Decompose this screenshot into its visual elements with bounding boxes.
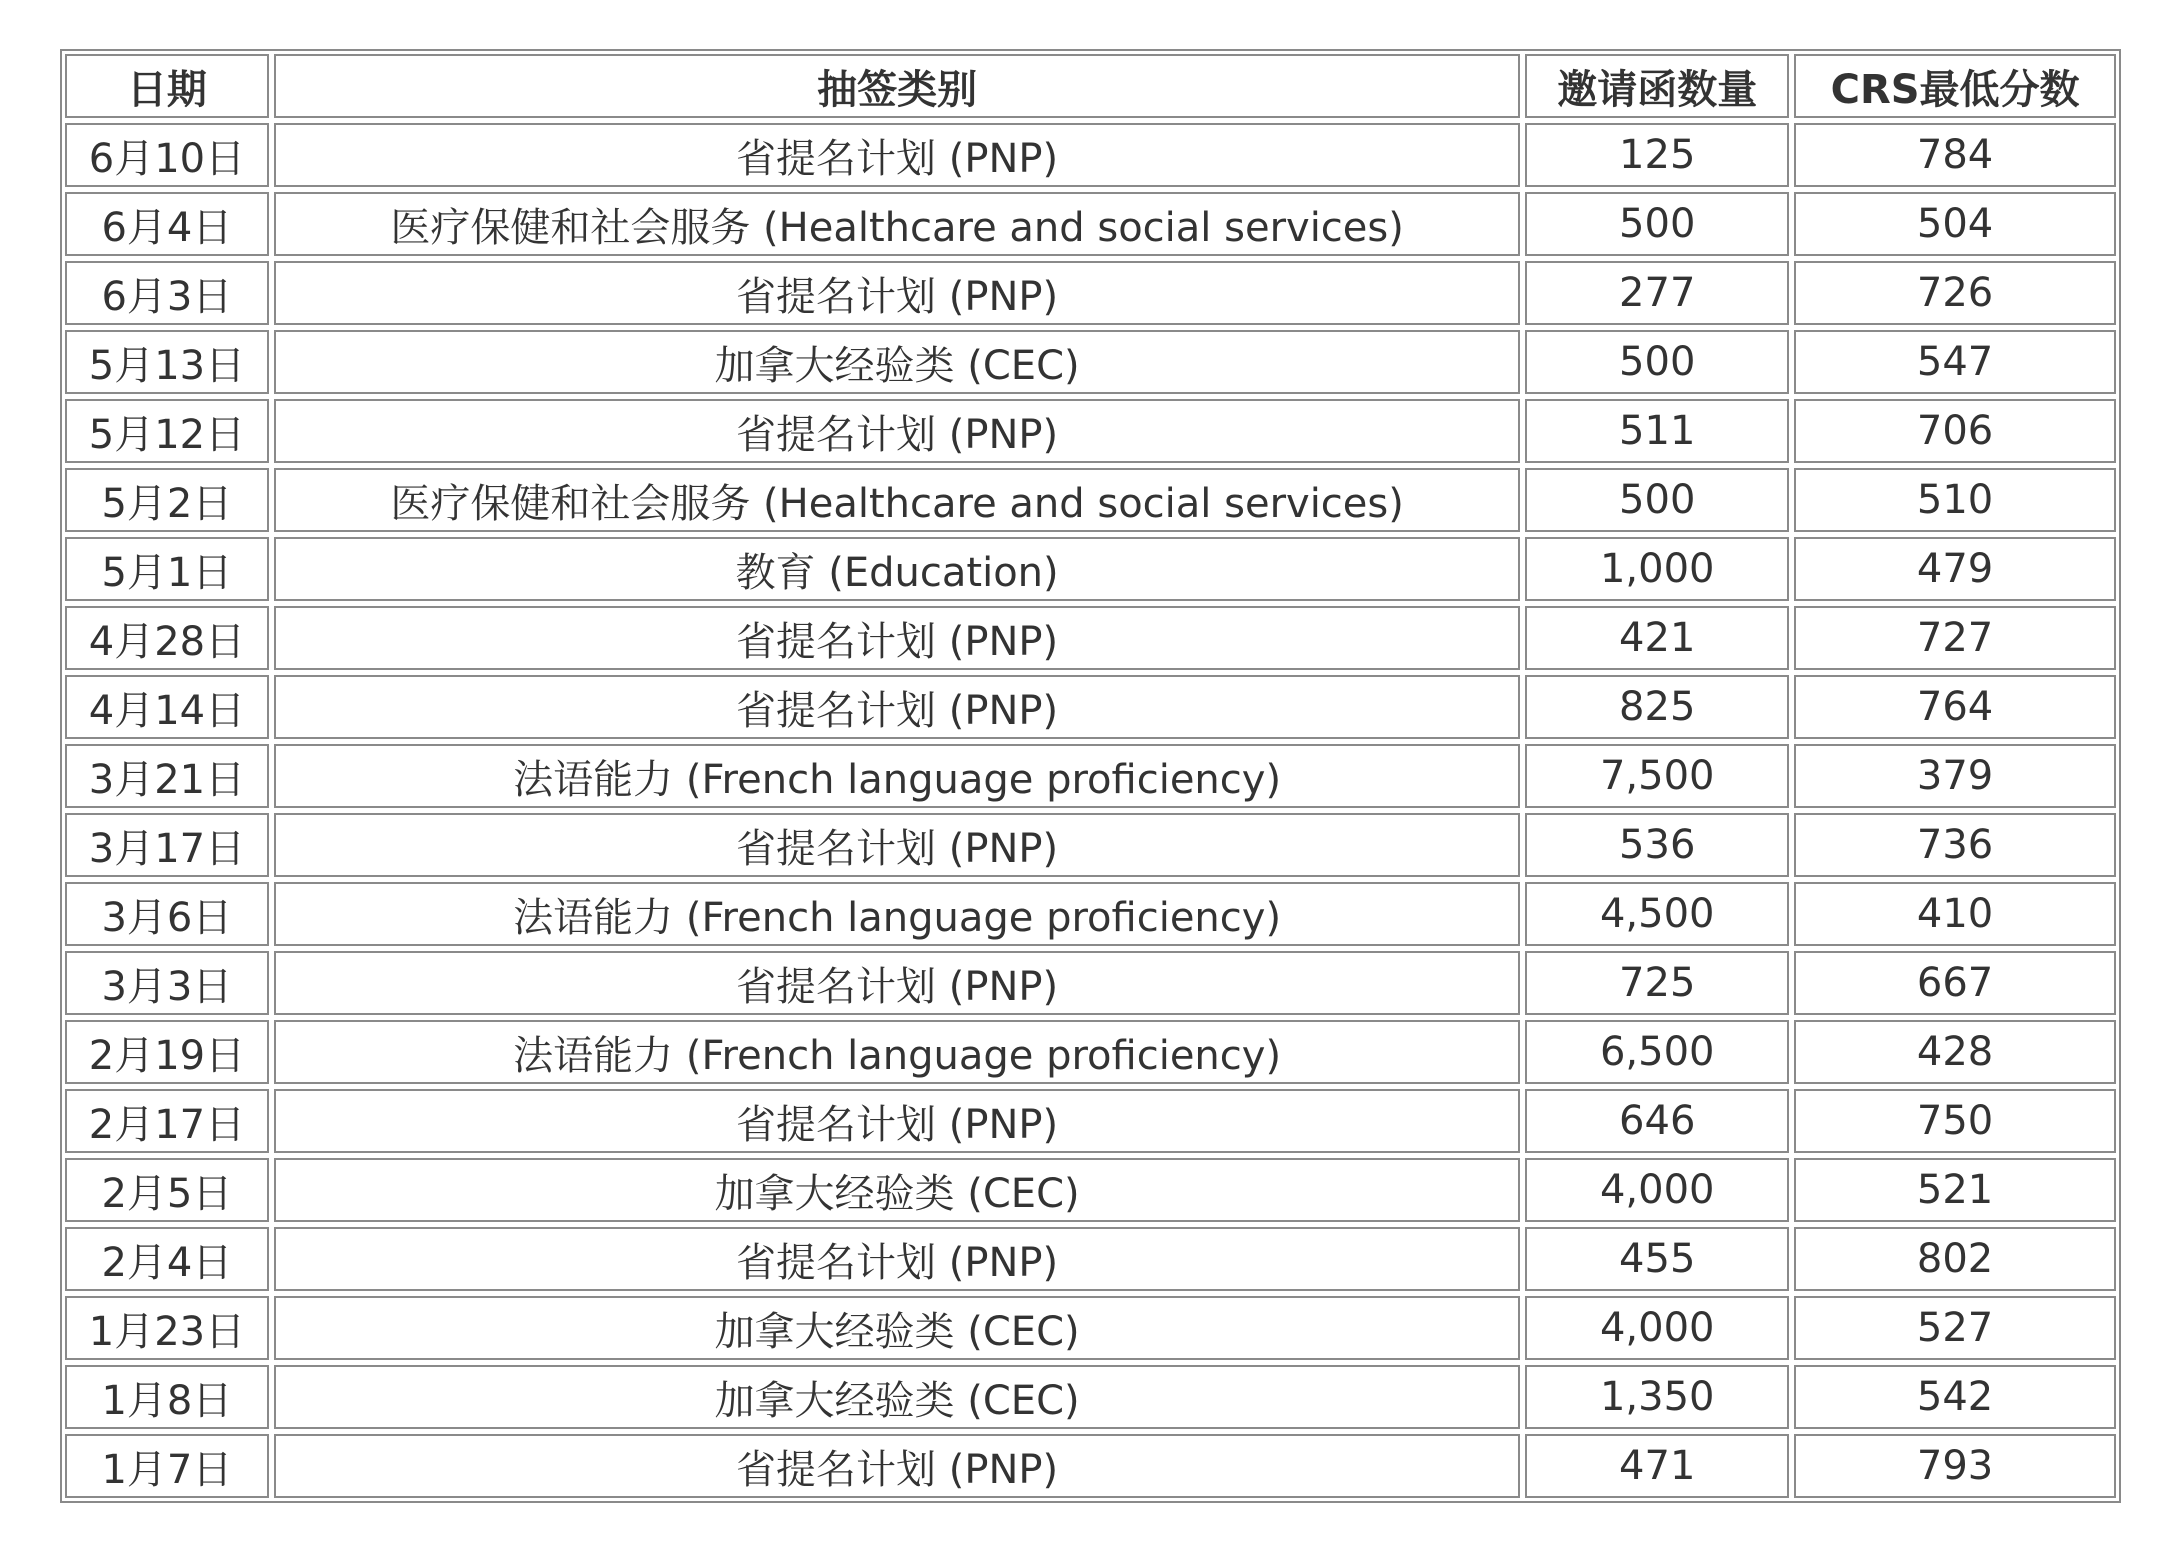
cell-crs-min: 750 (1794, 1089, 2116, 1153)
cell-crs-min: 784 (1794, 123, 2116, 187)
cell-date: 3月21日 (65, 744, 269, 808)
cell-date: 5月13日 (65, 330, 269, 394)
table-row (65, 606, 2116, 670)
cell-category: 省提名计划 (PNP) (274, 1434, 1520, 1498)
table-row (65, 1158, 2116, 1222)
cell-category: 省提名计划 (PNP) (274, 606, 1520, 670)
cell-invitations: 7,500 (1525, 744, 1789, 808)
cell-crs-min: 726 (1794, 261, 2116, 325)
table-row (65, 1227, 2116, 1291)
cell-date: 5月12日 (65, 399, 269, 463)
cell-crs-min: 428 (1794, 1020, 2116, 1084)
cell-crs-min: 547 (1794, 330, 2116, 394)
cell-invitations: 125 (1525, 123, 1789, 187)
cell-date: 4月14日 (65, 675, 269, 739)
cell-category: 加拿大经验类 (CEC) (274, 1158, 1520, 1222)
table-row (65, 1089, 2116, 1153)
cell-invitations: 6,500 (1525, 1020, 1789, 1084)
cell-date: 2月17日 (65, 1089, 269, 1153)
draws-table-container (60, 49, 2121, 1503)
cell-invitations: 421 (1525, 606, 1789, 670)
cell-date: 5月1日 (65, 537, 269, 601)
cell-invitations: 277 (1525, 261, 1789, 325)
cell-category: 省提名计划 (PNP) (274, 261, 1520, 325)
cell-date: 1月8日 (65, 1365, 269, 1429)
table-row (65, 1020, 2116, 1084)
cell-crs-min: 667 (1794, 951, 2116, 1015)
cell-date: 6月3日 (65, 261, 269, 325)
cell-date: 5月2日 (65, 468, 269, 532)
cell-crs-min: 793 (1794, 1434, 2116, 1498)
cell-crs-min: 764 (1794, 675, 2116, 739)
cell-invitations: 825 (1525, 675, 1789, 739)
cell-category: 医疗保健和社会服务 (Healthcare and social services) (274, 192, 1520, 256)
table-row (65, 468, 2116, 532)
cell-date: 3月17日 (65, 813, 269, 877)
cell-crs-min: 504 (1794, 192, 2116, 256)
table-row (65, 882, 2116, 946)
cell-invitations: 471 (1525, 1434, 1789, 1498)
table-row (65, 744, 2116, 808)
cell-category: 省提名计划 (PNP) (274, 399, 1520, 463)
cell-category: 法语能力 (French language proficiency) (274, 1020, 1520, 1084)
header-invitations: 邀请函数量 (1525, 54, 1789, 118)
header-date: 日期 (65, 54, 269, 118)
cell-category: 加拿大经验类 (CEC) (274, 1296, 1520, 1360)
table-row (65, 261, 2116, 325)
cell-invitations: 500 (1525, 330, 1789, 394)
cell-crs-min: 379 (1794, 744, 2116, 808)
cell-invitations: 455 (1525, 1227, 1789, 1291)
cell-crs-min: 510 (1794, 468, 2116, 532)
cell-crs-min: 479 (1794, 537, 2116, 601)
header-crs-min: CRS最低分数 (1794, 54, 2116, 118)
cell-invitations: 536 (1525, 813, 1789, 877)
cell-category: 省提名计划 (PNP) (274, 1089, 1520, 1153)
cell-date: 6月4日 (65, 192, 269, 256)
cell-crs-min: 727 (1794, 606, 2116, 670)
cell-category: 法语能力 (French language proficiency) (274, 882, 1520, 946)
cell-invitations: 500 (1525, 192, 1789, 256)
table-row (65, 951, 2116, 1015)
cell-invitations: 1,350 (1525, 1365, 1789, 1429)
cell-category: 加拿大经验类 (CEC) (274, 330, 1520, 394)
table-row (65, 537, 2116, 601)
cell-invitations: 1,000 (1525, 537, 1789, 601)
table-body (65, 123, 2116, 1498)
table-row (65, 192, 2116, 256)
cell-crs-min: 802 (1794, 1227, 2116, 1291)
cell-date: 1月23日 (65, 1296, 269, 1360)
cell-date: 4月28日 (65, 606, 269, 670)
cell-category: 省提名计划 (PNP) (274, 1227, 1520, 1291)
cell-invitations: 4,500 (1525, 882, 1789, 946)
cell-crs-min: 521 (1794, 1158, 2116, 1222)
table-header-row (65, 54, 2116, 118)
cell-crs-min: 542 (1794, 1365, 2116, 1429)
cell-crs-min: 706 (1794, 399, 2116, 463)
table-row (65, 399, 2116, 463)
header-category: 抽签类别 (274, 54, 1520, 118)
cell-invitations: 4,000 (1525, 1296, 1789, 1360)
cell-category: 法语能力 (French language proficiency) (274, 744, 1520, 808)
cell-crs-min: 410 (1794, 882, 2116, 946)
cell-invitations: 511 (1525, 399, 1789, 463)
cell-invitations: 646 (1525, 1089, 1789, 1153)
table-row (65, 123, 2116, 187)
cell-crs-min: 736 (1794, 813, 2116, 877)
table-row (65, 330, 2116, 394)
table-row (65, 813, 2116, 877)
cell-category: 省提名计划 (PNP) (274, 813, 1520, 877)
cell-category: 省提名计划 (PNP) (274, 123, 1520, 187)
draws-table (60, 49, 2121, 1503)
cell-category: 省提名计划 (PNP) (274, 675, 1520, 739)
table-row (65, 675, 2116, 739)
cell-category: 加拿大经验类 (CEC) (274, 1365, 1520, 1429)
cell-date: 3月3日 (65, 951, 269, 1015)
cell-date: 6月10日 (65, 123, 269, 187)
cell-invitations: 4,000 (1525, 1158, 1789, 1222)
table-row (65, 1296, 2116, 1360)
table-row (65, 1434, 2116, 1498)
cell-date: 1月7日 (65, 1434, 269, 1498)
cell-date: 2月5日 (65, 1158, 269, 1222)
cell-invitations: 500 (1525, 468, 1789, 532)
table-row (65, 1365, 2116, 1429)
cell-date: 3月6日 (65, 882, 269, 946)
cell-category: 医疗保健和社会服务 (Healthcare and social services) (274, 468, 1520, 532)
cell-invitations: 725 (1525, 951, 1789, 1015)
cell-date: 2月4日 (65, 1227, 269, 1291)
cell-category: 教育 (Education) (274, 537, 1520, 601)
cell-date: 2月19日 (65, 1020, 269, 1084)
cell-crs-min: 527 (1794, 1296, 2116, 1360)
cell-category: 省提名计划 (PNP) (274, 951, 1520, 1015)
